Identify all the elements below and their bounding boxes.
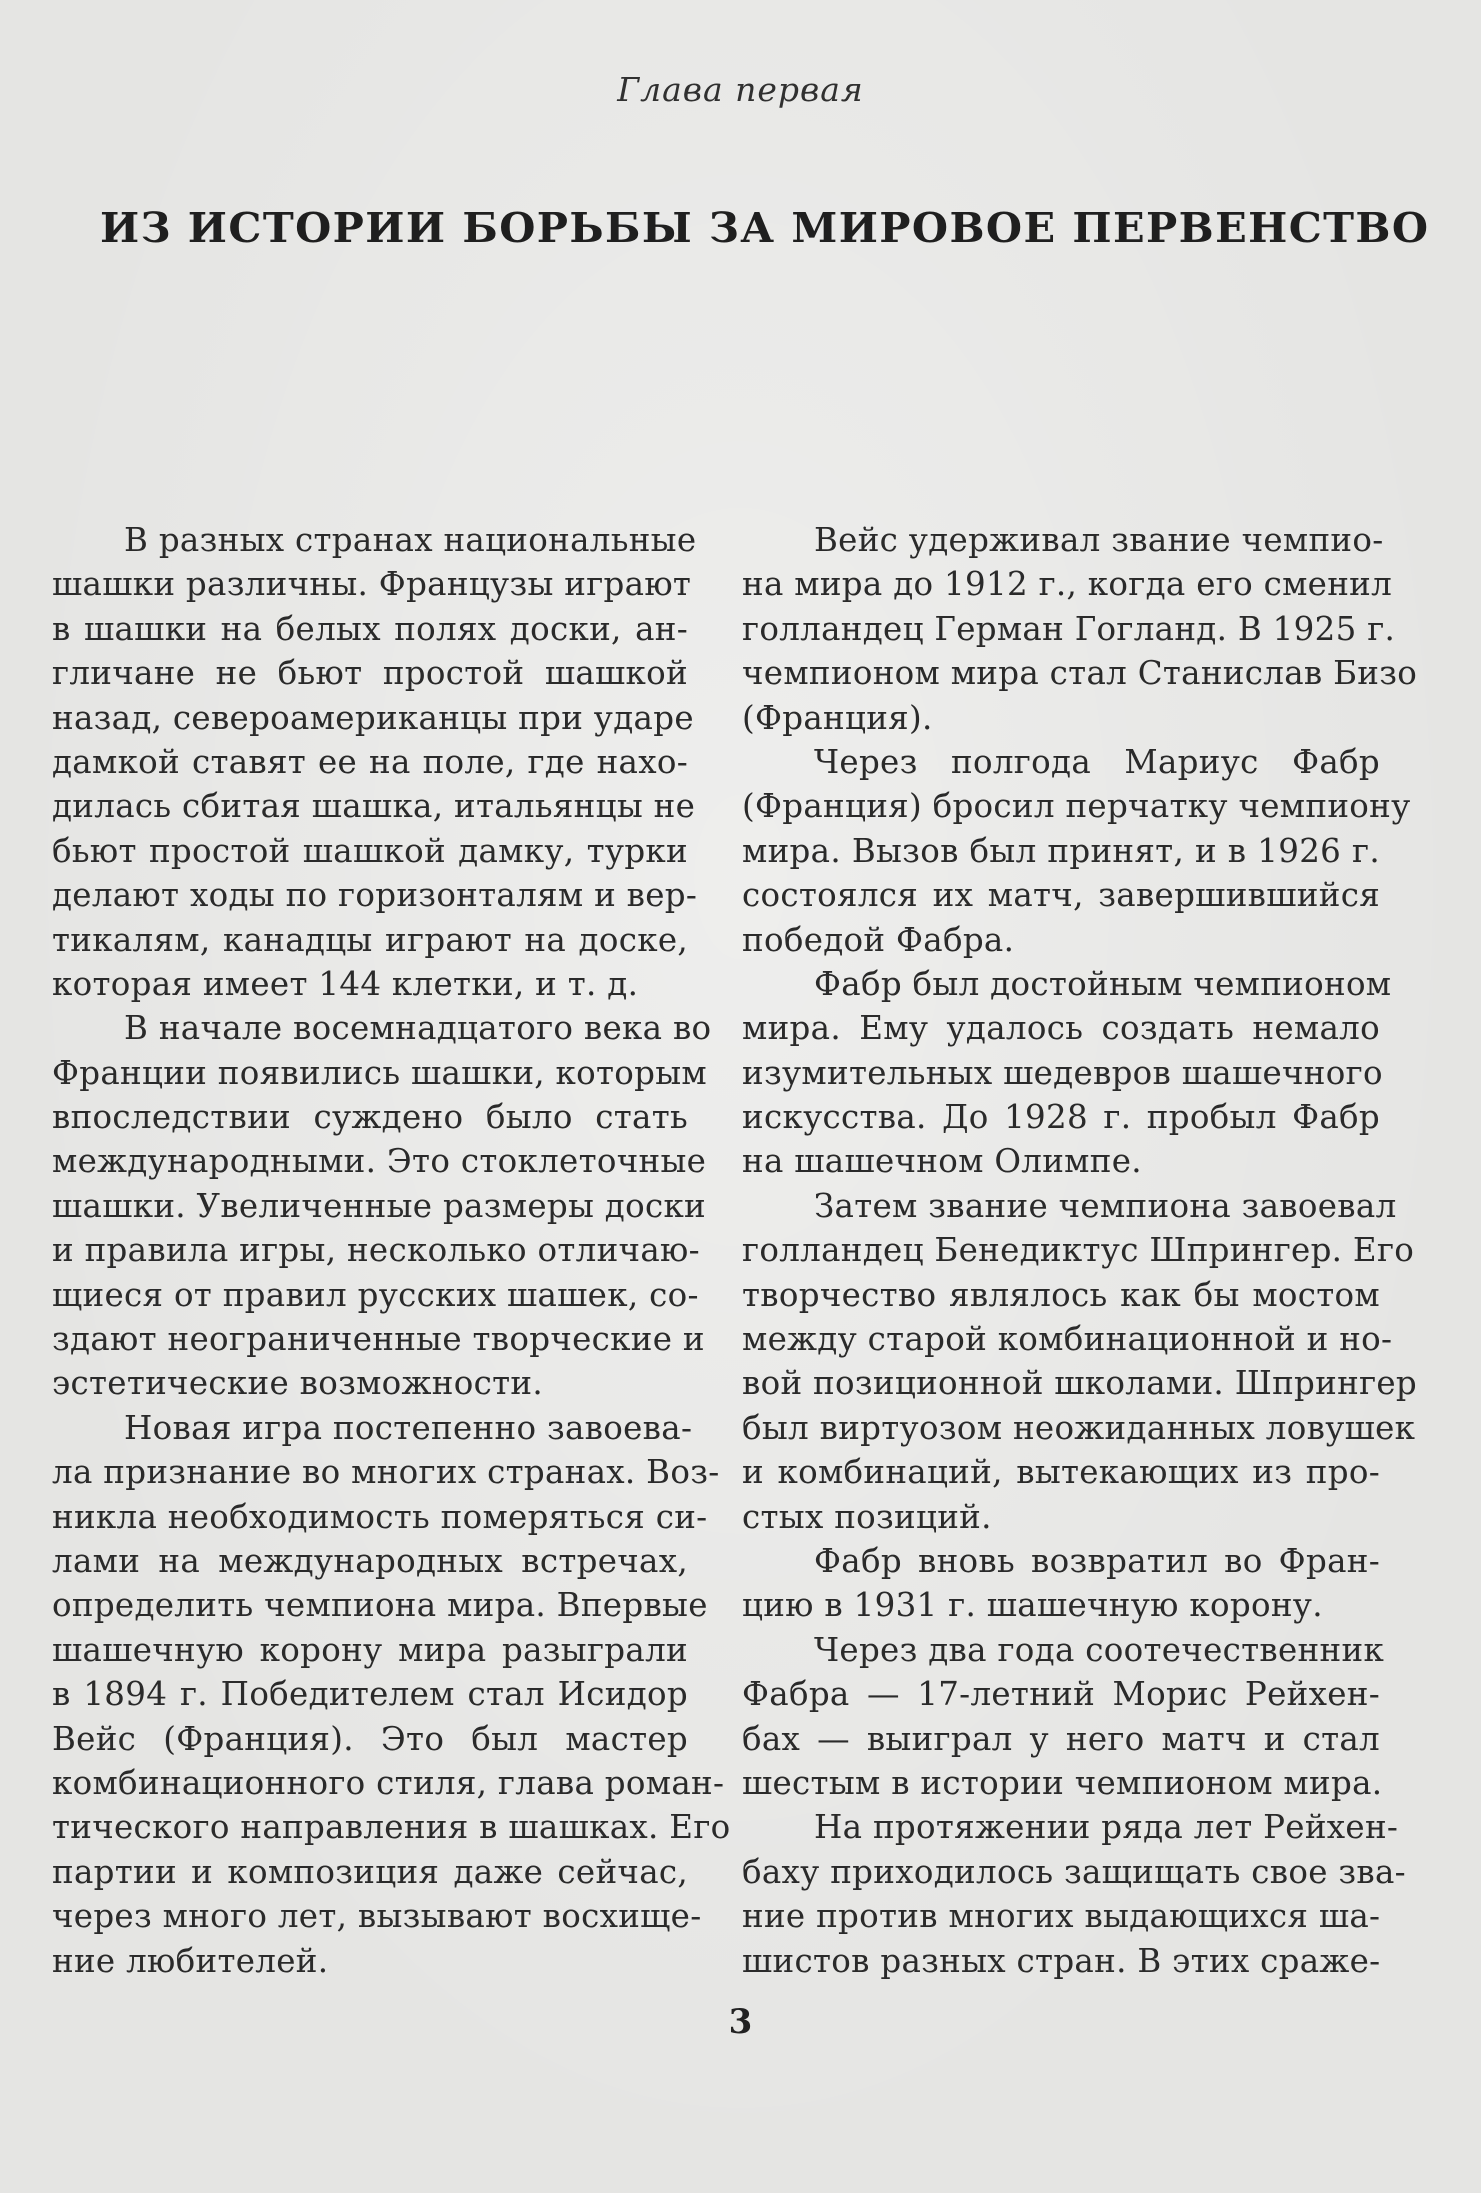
text-line: комбинационного стиля, глава роман- bbox=[52, 1763, 725, 1802]
text-line: состоялся их матч, завершившийся bbox=[742, 876, 1380, 915]
text-line: в 1894 г. Победителем стал Исидор bbox=[52, 1675, 688, 1714]
text-line: партии и композиция даже сейчас, bbox=[52, 1852, 688, 1891]
chapter-title: ИЗ ИСТОРИИ БОРЬБЫ ЗА МИРОВОЕ ПЕРВЕНСТВО bbox=[100, 203, 1430, 252]
text-line: в шашки на белых полях доски, ан- bbox=[52, 609, 688, 648]
text-line: никла необходимость померяться си- bbox=[52, 1497, 708, 1536]
page-number: 3 bbox=[728, 2002, 753, 2042]
text-line: и правила игры, несколько отличаю- bbox=[52, 1231, 700, 1270]
left-column bbox=[52, 518, 731, 1983]
text-line: ние любителей. bbox=[52, 1941, 329, 1980]
text-line: делают ходы по горизонталям и вер- bbox=[52, 876, 698, 915]
text-line: на шашечном Олимпе. bbox=[742, 1142, 1142, 1181]
right-column bbox=[742, 518, 1418, 1983]
text-line: Новая игра постепенно завоева- bbox=[124, 1408, 693, 1447]
text-line: вой позиционной школами. Шпрингер bbox=[742, 1364, 1418, 1403]
text-line: шашки различны. Французы играют bbox=[52, 565, 692, 604]
text-line: Франции появились шашки, которым bbox=[52, 1053, 708, 1092]
text-line: мира. Ему удалось создать немало bbox=[742, 1009, 1380, 1048]
text-line: здают неограниченные творческие и bbox=[52, 1320, 705, 1359]
text-line: искусства. До 1928 г. пробыл Фабр bbox=[742, 1098, 1380, 1137]
text-line: баху приходилось защищать свое зва- bbox=[742, 1852, 1406, 1891]
text-line: тикалям, канадцы играют на доске, bbox=[52, 920, 688, 959]
text-line: Затем звание чемпиона завоевал bbox=[814, 1186, 1397, 1225]
text-line: В разных странах национальные bbox=[124, 521, 697, 559]
text-line: и комбинаций, вытекающих из про- bbox=[742, 1453, 1380, 1492]
text-line: Фабра — 17-летний Морис Рейхен- bbox=[742, 1675, 1380, 1714]
text-line: определить чемпиона мира. Впервые bbox=[52, 1586, 708, 1625]
text-line: дилась сбитая шашка, итальянцы не bbox=[52, 787, 696, 826]
text-line: международными. Это стоклеточные bbox=[52, 1142, 707, 1181]
chapter-label: Глава первая bbox=[617, 70, 864, 109]
text-line: шашечную корону мира разыграли bbox=[52, 1630, 688, 1669]
text-line: Через полгода Мариус Фабр bbox=[814, 742, 1380, 781]
text-line: шестым в истории чемпионом мира. bbox=[742, 1763, 1383, 1802]
text-line: щиеся от правил русских шашек, со- bbox=[52, 1275, 699, 1314]
text-line: (Франция). bbox=[742, 698, 933, 737]
text-line: Вейс удерживал звание чемпио- bbox=[814, 521, 1384, 559]
text-line: ние против многих выдающихся ша- bbox=[742, 1897, 1381, 1936]
text-line: эстетические возможности. bbox=[52, 1364, 543, 1403]
text-line: ла признание во многих странах. Воз- bbox=[52, 1453, 720, 1492]
text-line: голландец Герман Гогланд. В 1925 г. bbox=[742, 609, 1396, 648]
text-line: лами на международных встречах, bbox=[52, 1541, 688, 1580]
text-line: между старой комбинационной и но- bbox=[742, 1320, 1393, 1359]
text-line: бах — выиграл у него матч и стал bbox=[742, 1719, 1380, 1758]
text-line: изумительных шедевров шашечного bbox=[742, 1053, 1383, 1092]
text-line: В начале восемнадцатого века во bbox=[124, 1009, 712, 1048]
text-line: победой Фабра. bbox=[742, 920, 1015, 959]
text-line: (Франция) бросил перчатку чемпиону bbox=[742, 787, 1411, 826]
text-line: впоследствии суждено было стать bbox=[52, 1098, 688, 1137]
text-line: на мира до 1912 г., когда его сменил bbox=[742, 565, 1393, 604]
text-line: был виртуозом неожиданных ловушек bbox=[742, 1408, 1416, 1447]
text-line: Вейс (Франция). Это был мастер bbox=[52, 1719, 688, 1758]
text-line: Фабр был достойным чемпионом bbox=[814, 964, 1392, 1003]
text-line: дамкой ставят ее на поле, где нахо- bbox=[52, 742, 688, 781]
text-line: цию в 1931 г. шашечную корону. bbox=[742, 1586, 1323, 1625]
text-line: шистов разных стран. В этих сраже- bbox=[742, 1941, 1381, 1980]
text-line: тического направления в шашках. Его bbox=[52, 1808, 731, 1847]
text-line: через много лет, вызывают восхище- bbox=[52, 1897, 702, 1936]
text-line: бьют простой шашкой дамку, турки bbox=[52, 831, 688, 870]
text-line: голландец Бенедиктус Шпрингер. Его bbox=[742, 1231, 1415, 1270]
text-line: чемпионом мира стал Станислав Бизо bbox=[742, 654, 1418, 693]
text-line: шашки. Увеличенные размеры доски bbox=[52, 1186, 707, 1225]
text-line: мира. Вызов был принят, и в 1926 г. bbox=[742, 831, 1380, 870]
text-line: Фабр вновь возвратил во Фран- bbox=[814, 1541, 1380, 1580]
text-line: На протяжении ряда лет Рейхен- bbox=[814, 1808, 1399, 1847]
text-line: назад, североамериканцы при ударе bbox=[52, 698, 694, 737]
text-line: которая имеет 144 клетки, и т. д. bbox=[52, 964, 639, 1003]
text-line: творчество являлось как бы мостом bbox=[742, 1275, 1380, 1314]
text-line: Через два года соотечественник bbox=[814, 1630, 1385, 1669]
text-line: стых позиций. bbox=[742, 1497, 992, 1536]
text-line: гличане не бьют простой шашкой bbox=[52, 654, 688, 693]
